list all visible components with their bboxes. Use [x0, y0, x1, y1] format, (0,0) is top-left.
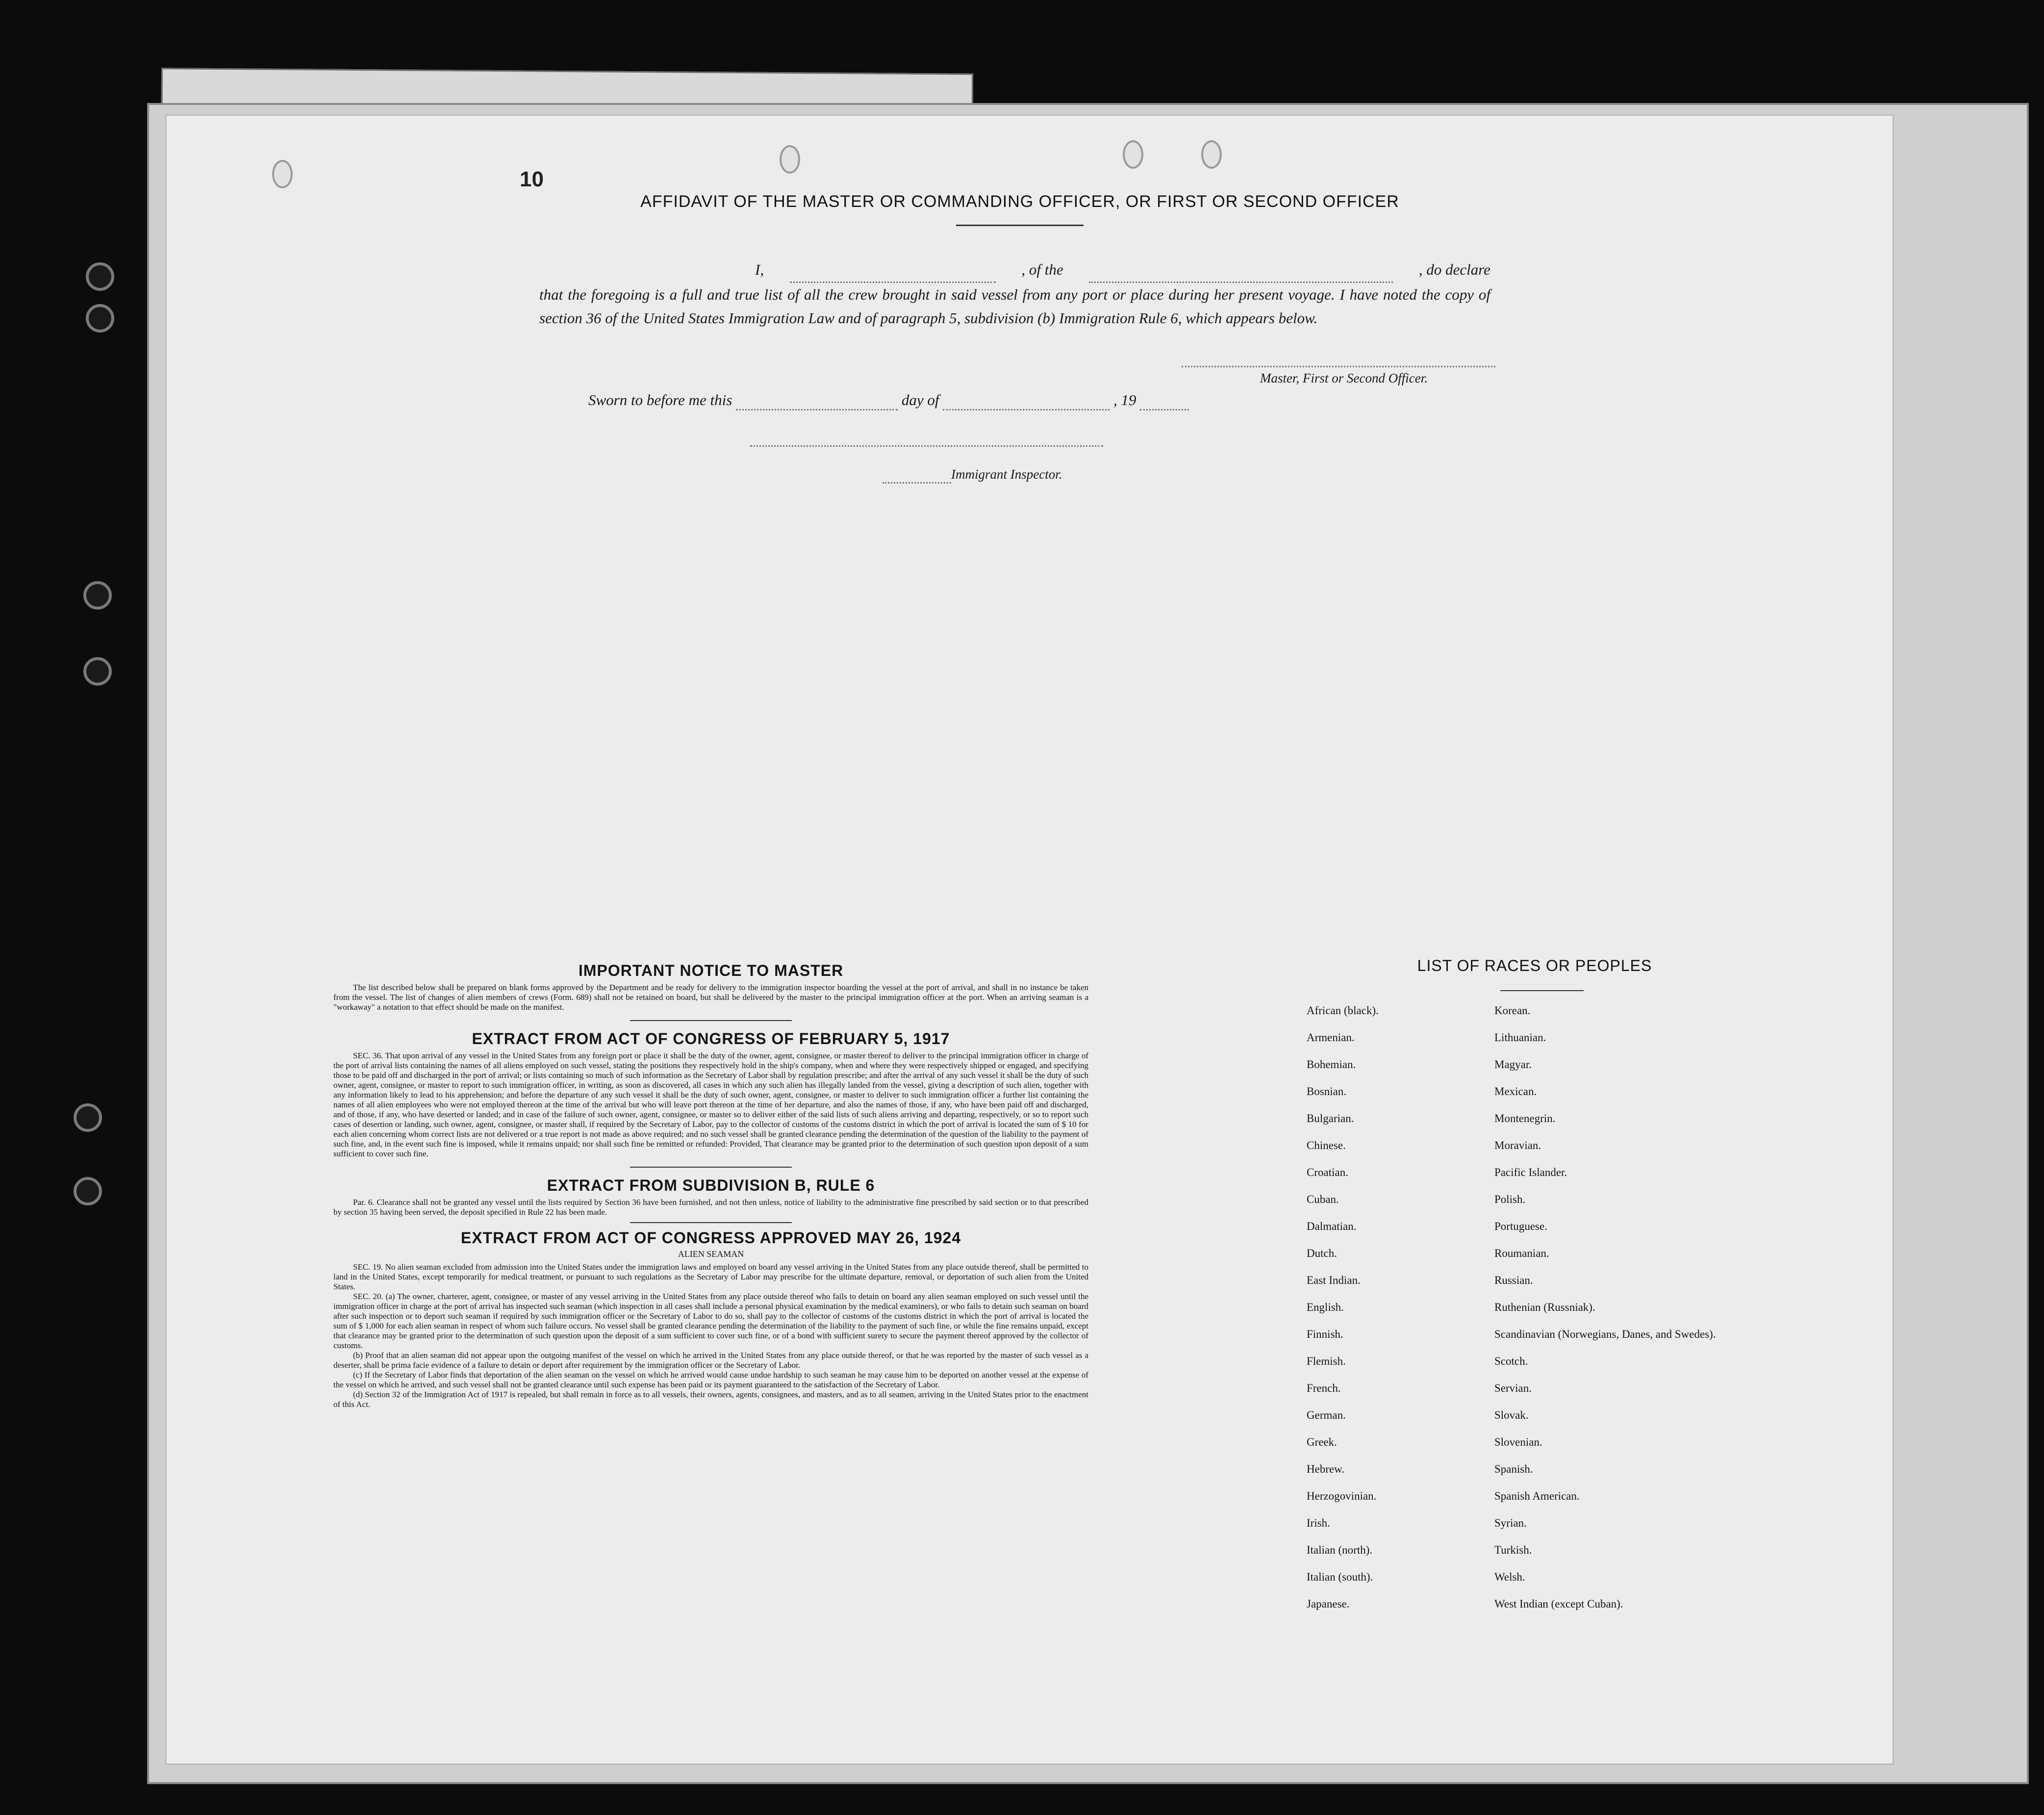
binder-hole	[74, 1103, 102, 1132]
race-item: Dalmatian.	[1307, 1220, 1357, 1232]
notice-text	[333, 983, 1088, 1012]
race-item: Montenegrin.	[1494, 1112, 1556, 1125]
race-item: Slovenian.	[1494, 1436, 1542, 1448]
extract-1924-sec20c	[333, 1370, 1088, 1390]
sworn-day-label: day of	[901, 391, 939, 409]
race-item: Italian (south).	[1307, 1571, 1373, 1583]
race-item: Roumanian.	[1494, 1247, 1549, 1259]
race-item: Mexican.	[1494, 1085, 1537, 1098]
race-item: Greek.	[1307, 1436, 1337, 1448]
extract-1924-sec20b	[333, 1351, 1088, 1370]
extract-1917-paragraph: SEC. 36. That upon arrival of any vessel in the United States from any foreign port or place it shall be the duty of the owner, agent, consignee, or master thereof to deliver to the principal immigration officer in charge of the port of arrival lists containing the names of all aliens employed on such vessel, stating the positions they respectively hold in the ship's company, when and where they were respectively shipped or engaged, and specifying those to be paid off and discharged in the port of arrival; or lists containing so much of such information as the Secretary of Labor shall by regulation prescribe; and after the arrival of any such vessel it shall be the duty of such owner, agent, consignee, or master to report to such immigration officer, in writing, as soon as discovered, all cases in which any such alien has illegally landed from the vessel, giving a description of such alien, together with any information likely to lead to his apprehension; and before the departure of any such vessel it shall be the duty of such owner, agent, consignee, or master to deliver to such immigration officer a further list containing the names of all alien employees who were not employed thereon at the time of the arrival but who will leave port thereon at the time of her departure, and also the names of those, if any, who have been paid off and discharged, and of those, if any, who have deserted or landed; and in case of the failure of such owner, agent, consignee, or master so to deliver either of the said lists of such aliens arriving and departing, respectively, or so to report such cases of desertion or landing, such owner, agent, consignee, or master shall, if required by the Secretary of Labor, pay to the collector of customs of the customs district in which the port of arrival is located the sum of $ 10 for each alien concerning whom correct lists are not delivered or a true report is not made as above required; and no such vessel shall be granted clearance pending the determination of the question of the liability to the payment of such fine, and, in the event such fine is imposed, while it remains unpaid; nor shall such fine be remitted or refunded: Provided, That clearance may be granted prior to the determination of such question upon deposit of a sum sufficient to cover such fine.	[333, 1051, 1088, 1158]
vessel-blank	[1089, 258, 1393, 283]
binder-hole	[83, 581, 112, 610]
races-left-column	[1307, 1004, 1483, 1625]
race-item: Ruthenian (Russniak).	[1494, 1301, 1595, 1313]
race-item: Chinese.	[1307, 1139, 1346, 1151]
race-item: Croatian.	[1307, 1166, 1348, 1178]
notice-paragraph: The list described below shall be prepared on blank forms approved by the Department and be ready for delivery to the immigration inspector boarding the vessel at the port of arrival, and shall in no instance be taken from the vessel. The list of changes of alien members of crews (Form. 689) shall not be retained on board, but shall be delivered by the master to the principal immigration officer at the port. When an arriving seaman is a "workaway" a notation to that effect should be made on the manifest.	[333, 983, 1088, 1012]
race-item: Spanish American.	[1494, 1490, 1580, 1502]
race-item: African (black).	[1307, 1004, 1379, 1017]
race-item: German.	[1307, 1409, 1346, 1421]
race-item: Irish.	[1307, 1517, 1330, 1529]
binder-hole	[83, 657, 112, 686]
affidavit-do-declare: , do declare	[1418, 261, 1490, 278]
race-item: Scandinavian (Norwegians, Danes, and Swedes).	[1494, 1328, 1716, 1340]
race-item: French.	[1307, 1382, 1341, 1394]
race-item: Japanese.	[1307, 1598, 1350, 1610]
race-item: Russian.	[1494, 1274, 1533, 1286]
binder-hole	[86, 262, 114, 291]
affidavit-of-the: , of the	[1021, 261, 1063, 278]
extract-1924-sec20a	[333, 1292, 1088, 1351]
race-item: Polish.	[1494, 1193, 1526, 1205]
sworn-day-blank	[736, 391, 898, 410]
extract-rule6-title: EXTRACT FROM SUBDIVISION B, RULE 6	[547, 1176, 875, 1194]
title-rule	[956, 225, 1084, 226]
officer-label: Master, First or Second Officer.	[1260, 371, 1428, 385]
affidavit-body	[539, 258, 1490, 330]
race-item: Bohemian.	[1307, 1058, 1356, 1071]
sworn-line	[588, 391, 1189, 410]
race-item: Armenian.	[1307, 1031, 1355, 1044]
affidavit-title: AFFIDAVIT OF THE MASTER OR COMMANDING OFFICER, OR FIRST OR SECOND OFFICER	[640, 192, 1399, 211]
extract-1924-caption: ALIEN SEAMAN	[678, 1249, 744, 1259]
race-item: Scotch.	[1494, 1355, 1528, 1367]
race-item: Bosnian.	[1307, 1085, 1347, 1098]
page-stamp-number: 10	[520, 167, 544, 191]
race-item: Magyar.	[1494, 1058, 1532, 1071]
inspector-label-text: Immigrant Inspector.	[951, 467, 1062, 482]
races-right-column	[1494, 1004, 1749, 1625]
race-item: Finnish.	[1307, 1328, 1343, 1340]
notice-column	[333, 962, 1088, 1409]
punch-hole	[1201, 140, 1222, 169]
race-item: East Indian.	[1307, 1274, 1361, 1286]
race-item: Lithuanian.	[1494, 1031, 1546, 1044]
race-item: Slovak.	[1494, 1409, 1529, 1421]
race-item: Flemish.	[1307, 1355, 1346, 1367]
sworn-year-blank	[1140, 391, 1189, 410]
divider	[630, 1020, 792, 1021]
officer-signature-line	[1182, 366, 1495, 367]
sec20c-paragraph: (c) If the Secretary of Labor finds that deportation of the alien seaman on the vessel on which he arrived would cause undue hardship to such seaman he may cause him to be deported on another vessel at the expense of the vessel on which he arrived, and such vessel shall not be granted clearance until such expense has been paid or its payment guaranteed to the satisfaction of the Secretary of Labor.	[333, 1370, 1088, 1389]
extract-1917-title: EXTRACT FROM ACT OF CONGRESS OF FEBRUARY 5, 1917	[472, 1030, 950, 1048]
sworn-month-blank	[943, 391, 1110, 410]
race-item: Bulgarian.	[1307, 1112, 1354, 1125]
race-item: Herzogovinian.	[1307, 1490, 1377, 1502]
extract-rule6-text	[333, 1198, 1088, 1217]
binder-hole	[86, 304, 114, 332]
race-item: Turkish.	[1494, 1544, 1532, 1556]
races-title: LIST OF RACES OR PEOPLES	[1417, 957, 1652, 974]
notice-title: IMPORTANT NOTICE TO MASTER	[578, 962, 844, 979]
race-item: Syrian.	[1494, 1517, 1527, 1529]
extract-1924-sec20d	[333, 1390, 1088, 1409]
sworn-year-label: , 19	[1113, 391, 1136, 409]
extract-rule6-paragraph: Par. 6. Clearance shall not be granted any vessel until the lists required by Section 36 have been furnished, and not then unless, notice of liability to the administrative fine prescribed by said section or to that prescribed by section 35 having been served, the deposit specified in Rule 22 has been made.	[333, 1198, 1088, 1217]
binder-hole	[74, 1177, 102, 1205]
extract-1924-title: EXTRACT FROM ACT OF CONGRESS APPROVED MAY 26, 1924	[460, 1229, 961, 1247]
punch-hole	[780, 145, 800, 174]
affidavit-text: that the foregoing is a full and true list of all the crew brought in said vessel from any port or place during her present voyage. I have noted the copy of section 36 of the United States Immigration Law and of paragraph 5, subdivision (b) Immigration Rule 6, which appears below.	[539, 286, 1490, 327]
race-item: Cuban.	[1307, 1193, 1339, 1205]
race-item: Servian.	[1494, 1382, 1532, 1394]
race-item: Welsh.	[1494, 1571, 1525, 1583]
name-blank	[790, 258, 996, 283]
race-item: Moravian.	[1494, 1139, 1541, 1151]
affidavit-pronoun: I,	[755, 261, 764, 278]
race-item: Portuguese.	[1494, 1220, 1547, 1232]
extract-1917-text	[333, 1051, 1088, 1159]
form-page	[167, 116, 1893, 1764]
race-item: Hebrew.	[1307, 1463, 1345, 1475]
inspector-blank	[883, 467, 951, 484]
race-item: Spanish.	[1494, 1463, 1533, 1475]
race-item: Korean.	[1494, 1004, 1531, 1017]
race-item: Italian (north).	[1307, 1544, 1373, 1556]
inspector-signature-line	[750, 445, 1103, 447]
inspector-label	[883, 467, 1062, 484]
divider	[630, 1167, 792, 1168]
divider	[630, 1222, 792, 1223]
punch-hole	[272, 160, 293, 188]
punch-hole	[1123, 140, 1143, 169]
races-rule	[1500, 990, 1584, 991]
race-item: English.	[1307, 1301, 1344, 1313]
race-item: Dutch.	[1307, 1247, 1337, 1259]
race-item: Pacific Islander.	[1494, 1166, 1567, 1178]
sec20b-paragraph: (b) Proof that an alien seaman did not appear upon the outgoing manifest of the vessel on which he arrived in the United States from any place outside thereof, or that he was reported by the master of such vessel as a deserter, shall be prima facie evidence of a failure to detain or deport after requirement by the immigration officer or the Secretary of Labor.	[333, 1351, 1088, 1370]
sworn-prefix: Sworn to before me this	[588, 391, 732, 409]
extract-1924-sec19	[333, 1262, 1088, 1292]
sec19-paragraph: SEC. 19. No alien seaman excluded from admission into the United States under the immigration laws and employed on board any vessel arriving in the United States from any place outside thereof, shall be permitted to land in the United States, except temporarily for medical treatment, or pursuant to such regulations as the Secretary of Labor may prescribe for the ultimate departure, removal, or deportation of such alien from the United States.	[333, 1262, 1088, 1291]
sec20d-paragraph: (d) Section 32 of the Immigration Act of 1917 is repealed, but shall remain in force as to all vessels, their owners, agents, consignees, and masters, and as to all seamen, arriving in the United States prior to the enactment of this Act.	[333, 1390, 1088, 1409]
race-item: West Indian (except Cuban).	[1494, 1598, 1623, 1610]
sec20a-paragraph: SEC. 20. (a) The owner, charterer, agent, consignee, or master of any vessel arriving in the United States from any place outside thereof who fails to detain on board any alien seaman employed on such vessel until the immigration officer in charge at the port of arrival has inspected such seaman (which inspection in all cases shall include a personal physical examination by the medical examiners), or who fails to detain such seaman on board after such inspection or to deport such seaman if required by such immigration officer or the Secretary of Labor to do so, shall pay to the collector of customs of the customs district in which the port of arrival is located the sum of $ 1,000 for each alien seaman in respect of whom such failure occurs. No vessel shall be granted clearance pending the determination of the liability to the payment of such fine, or while the fine remains unpaid, except that clearance may be granted prior to the determination of such question upon the deposit of a sum sufficient to cover such fine, or of a bond with sufficient surety to secure the payment thereof approved by the collector of customs.	[333, 1292, 1088, 1350]
